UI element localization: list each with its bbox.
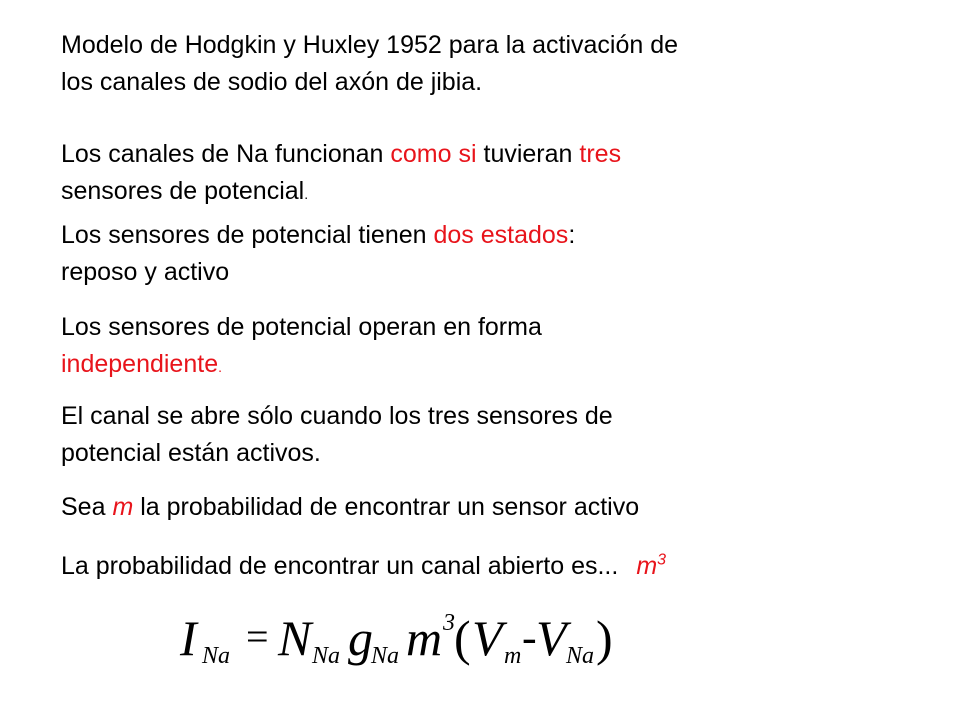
- eq-I: I: [180, 610, 197, 666]
- highlight-tres: tres: [579, 140, 622, 168]
- paragraph-line: [61, 173, 881, 213]
- text-run: tuvieran: [476, 140, 580, 168]
- highlight-dos-estados: dos estados: [433, 221, 569, 249]
- exponent: 3: [657, 551, 667, 569]
- paragraph-independent: [61, 309, 881, 386]
- text-run: Sea: [61, 493, 113, 521]
- paragraph-line: El canal se abre sólo cuando los tres sensores de: [61, 402, 613, 430]
- eq-equals: =: [246, 614, 269, 659]
- title: [61, 27, 881, 101]
- eq-V-m-sub: m: [504, 643, 522, 669]
- text-run: sensores de potencial: [61, 177, 305, 205]
- period: .: [304, 186, 309, 202]
- variable-m: m: [112, 493, 134, 521]
- paragraph-line: potencial están activos.: [61, 439, 321, 467]
- text-run: Los canales de Na funcionan: [61, 140, 391, 168]
- paragraph-probability-m: [61, 489, 881, 526]
- eq-V-Na-sub: Na: [566, 643, 595, 669]
- current-equation: [178, 600, 618, 680]
- eq-g: g: [348, 610, 373, 666]
- eq-g-sub: Na: [371, 643, 400, 669]
- eq-m-exp: 3: [443, 610, 455, 636]
- paragraph-line: [61, 136, 881, 173]
- paragraph-open-probability: [61, 548, 881, 585]
- eq-I-sub: Na: [202, 643, 231, 669]
- paragraph-line: Los sensores de potencial operan en forma: [61, 313, 542, 341]
- text-run: la probabilidad de encontrar un sensor activo: [133, 493, 640, 521]
- text-run: Los sensores de potencial tienen: [61, 221, 434, 249]
- eq-open-paren: (: [454, 610, 471, 666]
- eq-N-sub: Na: [312, 643, 341, 669]
- eq-minus: -: [522, 613, 537, 662]
- paragraph-line: [61, 217, 881, 254]
- eq-V-Na: V: [536, 610, 567, 666]
- text-run: :: [568, 221, 576, 249]
- eq-m: m: [406, 610, 443, 666]
- highlight-como-si: como si: [390, 140, 477, 168]
- title-line-2: los canales de sodio del axón de jibia.: [61, 68, 483, 96]
- variable-m-cubed: [636, 552, 666, 580]
- text-run: La probabilidad de encontrar un canal abierto es...: [61, 552, 619, 580]
- variable-m: m: [636, 552, 658, 580]
- paragraph-two-states: [61, 217, 881, 291]
- paragraph-channel-opens: [61, 398, 881, 472]
- eq-N: N: [278, 610, 312, 666]
- paragraph-line: reposo y activo: [61, 258, 230, 286]
- eq-close-paren: ): [596, 610, 613, 666]
- period: .: [218, 359, 222, 375]
- highlight-independiente: independiente: [61, 350, 219, 378]
- paragraph-line: [61, 346, 881, 386]
- paragraph-three-sensors: [61, 136, 881, 213]
- eq-V-m: V: [472, 610, 503, 666]
- title-line-1: Modelo de Hodgkin y Huxley 1952 para la activación de: [61, 31, 679, 59]
